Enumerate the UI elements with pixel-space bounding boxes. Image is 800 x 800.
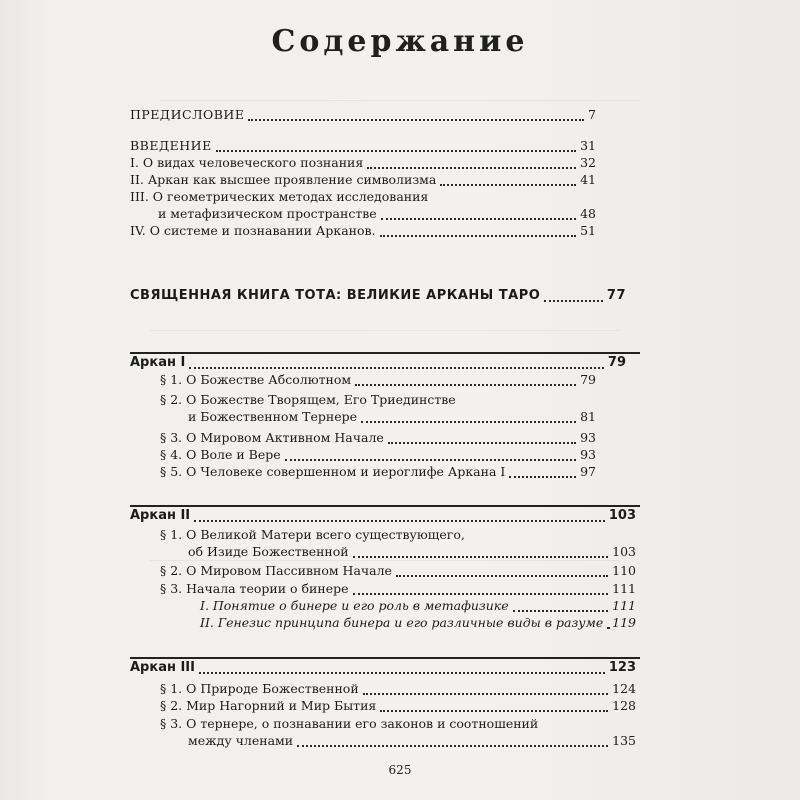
toc-subentry[interactable]	[160, 716, 538, 732]
toc-entry[interactable]	[130, 172, 596, 188]
dot-leader	[509, 466, 576, 478]
toc-entry[interactable]	[130, 223, 596, 239]
dot-leader	[367, 157, 576, 169]
bleed-through-line	[160, 100, 640, 101]
toc-entry-page: 111	[612, 581, 636, 596]
section-rule	[130, 657, 640, 659]
section-rule	[130, 505, 640, 507]
dot-leader	[380, 225, 577, 237]
arcana-page: 123	[608, 660, 636, 675]
dot-leader	[189, 357, 604, 369]
dot-leader	[194, 510, 605, 522]
toc-subentry[interactable]	[160, 527, 465, 543]
dot-leader	[285, 449, 576, 461]
dot-leader	[513, 600, 608, 612]
toc-entry-label: § 3. О тернере, о познавании его законов и соотношений	[160, 716, 539, 731]
toc-entry-label: § 3. Начала теории о бинере	[160, 581, 349, 596]
toc-entry-preface[interactable]	[130, 107, 596, 123]
arcana-page: 103	[608, 508, 636, 523]
toc-subentry[interactable]	[160, 430, 596, 446]
toc-part-entry[interactable]	[130, 288, 626, 304]
dot-leader	[607, 617, 608, 629]
dot-leader	[297, 735, 608, 747]
part-page: 77	[606, 288, 626, 303]
toc-entry-label: § 1. О Природе Божественной	[160, 681, 359, 696]
toc-subentry[interactable]	[160, 581, 636, 597]
toc-entry-label: и Божественном Тернере	[188, 409, 358, 424]
toc-entry-page: 31	[580, 138, 596, 153]
toc-entry-label: § 2. О Божестве Творящем, Его Триединстве	[160, 392, 456, 407]
toc-entry-label: между членами	[188, 733, 294, 748]
toc-subentry[interactable]	[160, 447, 596, 463]
dot-leader	[388, 432, 576, 444]
toc-entry-page: 97	[580, 464, 596, 479]
bleed-through-line	[150, 330, 620, 331]
toc-entry-page: 128	[612, 698, 636, 713]
toc-entry-label: § 2. Мир Нагорний и Мир Бытия	[160, 698, 377, 713]
toc-entry-label: § 3. О Мировом Активном Начале	[160, 430, 384, 445]
toc-entry-label: об Изиде Божественной	[188, 544, 349, 559]
dot-leader	[440, 174, 576, 186]
toc-entry-label: II. Генезис принципа бинера и его различные виды в разуме	[200, 615, 604, 630]
toc-entry-label: I. Понятие о бинере и его роль в метафизике	[200, 598, 509, 613]
toc-entry-page: 93	[580, 430, 596, 445]
toc-entry[interactable]	[130, 189, 428, 205]
dot-leader	[353, 583, 609, 595]
toc-entry-label: I. О видах человеческого познания	[130, 155, 364, 170]
toc-arcana-3[interactable]	[130, 660, 636, 676]
dot-leader	[199, 662, 605, 674]
toc-entry-page: 110	[612, 563, 636, 578]
toc-subsubentry[interactable]	[200, 598, 636, 614]
toc-arcana-2[interactable]	[130, 508, 636, 524]
toc-subentry[interactable]	[160, 464, 596, 480]
toc-entry-page: 81	[580, 409, 596, 424]
toc-arcana-1[interactable]	[130, 355, 626, 371]
toc-subentry[interactable]	[160, 392, 456, 408]
arcana-title: Аркан II	[130, 508, 191, 523]
toc-entry-continuation[interactable]	[158, 206, 596, 222]
toc-subentry[interactable]	[160, 372, 596, 388]
toc-subentry[interactable]	[160, 698, 636, 714]
toc-entry-label: § 4. О Воле и Вере	[160, 447, 281, 462]
arcana-title: Аркан I	[130, 355, 186, 370]
toc-entry-page: 7	[588, 107, 596, 122]
toc-subentry-continuation[interactable]	[188, 733, 636, 749]
toc-entry-label: II. Аркан как высшее проявление символизма	[130, 172, 437, 187]
toc-subentry[interactable]	[160, 563, 636, 579]
toc-entry-page: 111	[612, 598, 636, 613]
toc-entry-page: 32	[580, 155, 596, 170]
dot-leader	[544, 290, 603, 302]
toc-entry-page: 119	[612, 615, 636, 630]
toc-subentry[interactable]	[160, 681, 636, 697]
toc-entry-introduction[interactable]	[130, 138, 596, 154]
toc-entry-label: ПРЕДИСЛОВИЕ	[130, 107, 245, 122]
bleed-through-line	[150, 560, 620, 561]
dot-leader	[361, 411, 576, 423]
toc-entry-page: 79	[580, 372, 596, 387]
toc-entry-label: и метафизическом пространстве	[158, 206, 377, 221]
toc-entry-label: § 1. О Божестве Абсолютном	[160, 372, 352, 387]
part-title: СВЯЩЕННАЯ КНИГА ТОТА: ВЕЛИКИЕ АРКАНЫ ТАРО	[130, 288, 541, 303]
dot-leader	[353, 546, 609, 558]
toc-entry-label: § 1. О Великой Матери всего существующего,	[160, 527, 465, 542]
page-number: 625	[388, 763, 412, 777]
toc-entry-page: 103	[612, 544, 636, 559]
arcana-title: Аркан III	[130, 660, 195, 675]
section-rule	[130, 352, 640, 354]
toc-subentry-continuation[interactable]	[188, 544, 636, 560]
toc-subsubentry[interactable]	[200, 615, 636, 631]
arcana-page: 79	[607, 355, 626, 370]
dot-leader	[380, 700, 608, 712]
page-title: Содержание	[271, 24, 529, 59]
toc-entry-label: IV. О системе и познавании Арканов.	[130, 223, 376, 238]
dot-leader	[381, 208, 576, 220]
dot-leader	[248, 109, 584, 121]
toc-entry-label: ВВЕДЕНИЕ	[130, 138, 212, 153]
toc-entry-page: 93	[580, 447, 596, 462]
dot-leader	[355, 374, 576, 386]
toc-entry-label: § 5. О Человеке совершенном и иероглифе Аркана I	[160, 464, 506, 479]
toc-entry-page: 48	[580, 206, 596, 221]
toc-entry-label: III. О геометрических методах исследования	[130, 189, 429, 204]
toc-entry-label: § 2. О Мировом Пассивном Начале	[160, 563, 392, 578]
toc-entry[interactable]	[130, 155, 596, 171]
toc-entry-page: 51	[580, 223, 596, 238]
toc-entry-page: 41	[580, 172, 596, 187]
toc-entry-page: 124	[612, 681, 636, 696]
dot-leader	[216, 140, 576, 152]
toc-subentry-continuation[interactable]	[188, 409, 596, 425]
toc-entry-page: 135	[612, 733, 636, 748]
dot-leader	[396, 565, 608, 577]
dot-leader	[363, 683, 608, 695]
